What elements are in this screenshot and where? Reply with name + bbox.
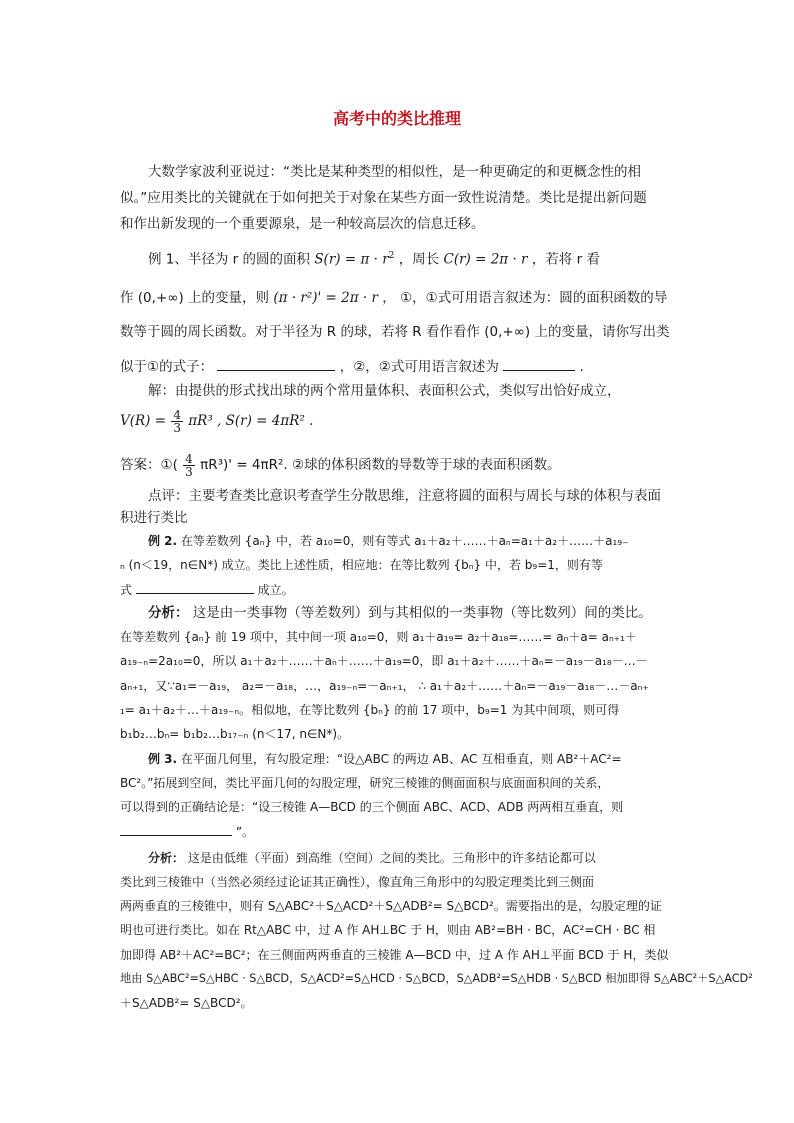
fraction-four-thirds xyxy=(183,453,195,478)
ex2-text: 成立。 xyxy=(257,583,294,597)
ex1-solution: 解：由提供的形式找出球的两个常用量体积、表面积公式，类似写出恰好成立， xyxy=(148,383,621,399)
analysis-label: 分析： xyxy=(148,851,185,865)
fraction-denominator: 3 xyxy=(185,464,193,479)
ex2-analysis-text: 这是由一类事物（等差数列）到与其相似的一类事物（等比数列）间的类比。 xyxy=(192,605,652,621)
ex3-line-1 xyxy=(148,749,622,769)
ex2-analysis-2: 在等差数列 {aₙ} 前 19 项中，其中间一项 a₁₀=0，则 a₁＋a₁₉= a₂＋a₁₈=……= aₙ＋a= aₙ₊₁＋ xyxy=(120,630,637,644)
ex1-line-2 xyxy=(120,288,667,308)
ex1-text: ，若将 r 看 xyxy=(531,251,600,268)
page-title: 高考中的类比推理 xyxy=(332,109,461,128)
ex2-analysis-1 xyxy=(148,603,652,623)
ex3-text: 在平面几何里，有勾股定理：“设△ABC 的两边 AB、AC 互相垂直，则 AB²＋AC²= xyxy=(180,752,622,766)
ex3-label: 例 3. xyxy=(148,752,178,766)
ex3-analysis-1 xyxy=(148,848,596,868)
ex1-review-2: 积进行类比 xyxy=(120,510,188,526)
ex1-text: 例 1、半径为 r 的圆的面积 xyxy=(148,251,311,268)
ex3-analysis-7: ＋S△ADB²= S△BCD²。 xyxy=(120,996,253,1010)
ex1-text: 作 (0,+∞) 上的变量，则 xyxy=(120,290,270,306)
ex3-analysis-text: 这是由低维（平面）到高维（空间）之间的类比。三角形中的许多结论都可以 xyxy=(187,851,596,865)
ex1-text: 似于①的式子： xyxy=(120,359,214,375)
ex2-line-2: ₙ (n＜19，n∈N*) 成立。类比上述性质，相应地：在等比数列 {bₙ} 中，若 b₉=1，则有等 xyxy=(120,558,603,572)
ex2-text: 在等差数列 {aₙ} 中，若 a₁₀=0，则有等式 a₁＋a₂＋……＋aₙ=a₁＋a₂＋……＋a₁₉₋ xyxy=(180,534,629,548)
ex2-text: 式 xyxy=(120,583,133,597)
answer-blank-1[interactable] xyxy=(217,356,335,371)
ex1-review-1: 点评：主要考查类比意识考查学生分散思维，注意将圆的面积与周长与球的体积与表面 xyxy=(148,488,661,504)
ex2-analysis-4: aₙ₊₁，又∵a₁=－a₁₉， a₂=－a₁₈，…，a₁₉₋ₙ=－aₙ₊₁， ∴ a₁＋a₂＋……＋aₙ=－a₁₉－a₁₈－…－aₙ₊ xyxy=(120,679,649,693)
circle-area-formula: S(r) = π · r xyxy=(314,251,389,268)
ex1-line-4 xyxy=(120,356,584,377)
circumference-formula: C(r) = 2π · r xyxy=(443,251,528,268)
ex2-analysis-3: a₁₉₋ₙ=2a₁₀=0，所以 a₁＋a₂＋……＋aₙ＋……＋a₁₉=0，即 a₁＋a₂＋……＋aₙ=－a₁₉－a₁₈－…－ xyxy=(120,654,648,668)
fraction-four-thirds xyxy=(171,409,183,434)
ex3-analysis-4: 明也可进行类比。如在 Rt△ABC 中，过 A 作 AH⊥BC 于 H，则由 AB²=BH · BC，AC²=CH · BC 相 xyxy=(120,923,656,937)
surface-formula: πR³ , S(r) = 4πR² . xyxy=(188,413,314,429)
ex1-answer-text: πR³)' = 4πR². ②球的体积函数的导数等于球的表面积函数。 xyxy=(200,457,561,473)
ex3-analysis-5: 加即得 AB²＋AC²=BC²；在三侧面两两垂直的三棱锥 A—BCD 中，过 A 作 AH⊥平面 BCD 于 H，类似 xyxy=(120,948,669,962)
ex3-analysis-3: 两两垂直的三棱锥中，则有 S△ABC²＋S△ACD²＋S△ADB²= S△BCD²。需要指出的是，勾股定理的证 xyxy=(120,899,662,913)
fraction-denominator: 3 xyxy=(173,420,181,435)
intro-line-2: 似。”应用类比的关键就在于如何把关于对象在某些方面一致性说清楚。类比是提出新问题 xyxy=(120,190,647,206)
ex2-analysis-6: b₁b₂…bₙ= b₁b₂…b₁₇₋ₙ (n＜17, n∈N*)。 xyxy=(120,727,350,741)
intro-line-3: 和作出新发现的一个重要源泉，是一种较高层次的信息迁移。 xyxy=(120,216,485,232)
analysis-label: 分析： xyxy=(148,605,189,621)
ex1-text: ， ①，①式可用语言叙述为：圆的面积函数的导 xyxy=(382,290,668,306)
ex3-analysis-6: 地由 S△ABC²=S△HBC · S△BCD，S△ACD²=S△HCD · S△BCD，S△ADB²=S△HDB · S△BCD 相加即得 S△ABC²＋S△ACD² xyxy=(120,972,753,985)
ex3-text: ”。 xyxy=(235,825,255,839)
fraction-numerator: 4 xyxy=(173,407,181,422)
derivative-formula: (π · r²)' = 2π · r xyxy=(273,290,378,306)
answer-blank-4[interactable] xyxy=(120,821,232,836)
ex1-text: ，周长 xyxy=(398,251,440,268)
ex2-label: 例 2. xyxy=(148,534,178,548)
ex3-analysis-2: 类比到三棱锥中（当然必须经过论证其正确性），像直角三角形中的勾股定理类比到三侧面 xyxy=(120,875,595,889)
ex2-line-1 xyxy=(148,531,628,551)
ex2-line-3 xyxy=(120,579,294,600)
ex1-text: ，②，②式可用语言叙述为 xyxy=(339,359,499,375)
ex1-text: . xyxy=(579,359,584,375)
ex1-answer-line xyxy=(120,448,561,482)
fraction-numerator: 4 xyxy=(185,451,193,466)
ex1-formula-line xyxy=(120,404,313,438)
ex3-line-4 xyxy=(120,821,254,842)
intro-line-1: 大数学家波利亚说过：“类比是某种类型的相似性，是一种更确定的和更概念性的相 xyxy=(148,164,641,180)
volume-formula: V(R) = xyxy=(120,413,167,429)
ex1-answer-text: 答案：①( xyxy=(120,457,178,473)
ex1-line-1: 例 1、半径为 r 的圆的面积 $S(r) = \pi \cdot r^2$ ，周长 C(r) = 2π · r ，若将 r 看 xyxy=(148,251,600,268)
ex3-line-3: 可以得到的正确结论是：“设三棱锥 A—BCD 的三个侧面 ABC、ACD、ADB 两两相互垂直，则 xyxy=(120,800,624,814)
ex2-analysis-5: ₁= a₁＋a₂＋…＋a₁₉₋ₙ。相似地，在等比数列 {bₙ} 的前 17 项中，b₉=1 为其中间项，则可得 xyxy=(120,703,620,717)
answer-blank-2[interactable] xyxy=(503,356,575,371)
ex3-line-2: BC²。”拓展到空间，类比平面几何的勾股定理，研究三棱锥的侧面面积与底面面积间的关系， xyxy=(120,776,610,790)
ex1-line-3: 数等于圆的周长函数。对于半径为 R 的球，若将 R 看作看作 (0,+∞) 上的变量，请你写出类 xyxy=(120,324,670,340)
answer-blank-3[interactable] xyxy=(136,579,254,594)
